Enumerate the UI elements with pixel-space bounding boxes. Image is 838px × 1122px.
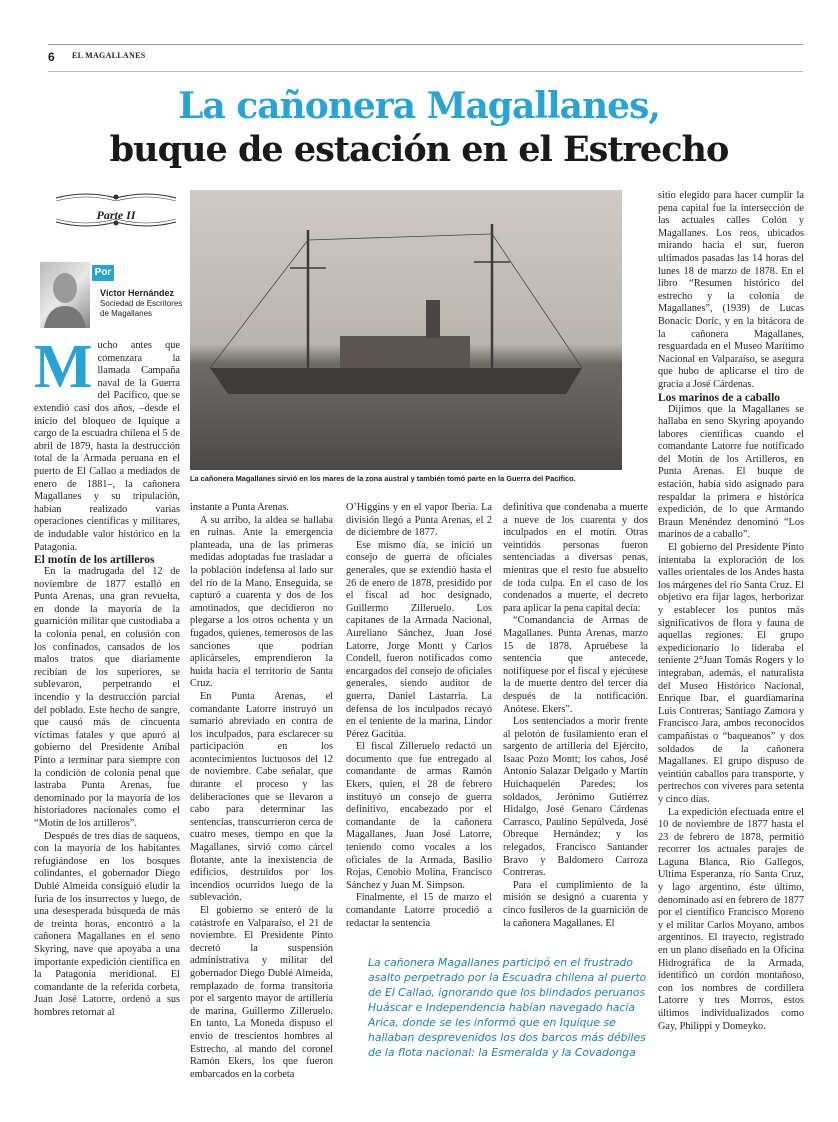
paragraph: Los sentenciados a morir frente al pelotón de fusilamiento eran el sargento de artillería del Ejército, Isaac Pozo Montt; los cabos, José Antonio Salazar Delgado y Martín Huichaquelén Paredes; los soldados, Jerónimo Gutiérrez Hidalgo, José Genaro Cárdenas Carrasco, Paulino Sepúlveda, José Obreque Hernández; y los relegados, Francisco Santander Bravo y Baldomero Carroza Contreras. <box>503 716 648 879</box>
author-by-badge: Por <box>92 265 114 281</box>
paragraph: En la madrugada del 12 de noviembre de 1877 estalló en Punta Arenas, una gran revuelta, en donde la mayoría de la guarnición militar que custodiaba a la colonia penal, en colusión con los confinados, cansados de los malos tratos que diariamente recibían de los superiores, se sublevaron, perpetrando el incendio y la destrucción parcial del poblado. Este hecho de sangre, que causó más de cincuenta víctimas fatales y que apuró al gobierno del Presidente Aníbal Pinto a terminar para siempre con la condición de colonia penal que lastraba Punta Arenas, fue denominado por la mayoría de los historiadores nacionales como el “Motín de los artilleros”. <box>34 566 180 829</box>
paragraph: Después de tres días de saqueos, con la mayoría de los habitantes refugiándose en los bosques colindantes, el gobernador Diego Dublé Almeida consiguió eludir la furia de los insurrectos y luego, de una desesperada búsqueda de más de treinta horas, encontró a la cañonera Magallanes en el seno Skyring, nave que apoyaba a una importante expedición científica en la Patagonia meridional. El comandante de la referida corbeta, Juan José Latorre, ordenó a sus hombres retornar al <box>34 830 180 1018</box>
paragraph: El gobierno se enteró de la catástrofe en Valparaíso, el 21 de noviembre. El Presidente Pinto decretó la suspensión administrativa y militar del gobernador Diego Dublé Almeida, remplazado de forma transitoria por el sargento mayor de artillería de marina, Guillermo Zilleruelo. En tanto, La Moneda dispuso el envío de trescientos hombres al Estrecho, al mando del coronel Ramón Ekers, los que fueron embarcados en la corbeta <box>190 905 333 1080</box>
subhead: Los marinos de a caballo <box>658 391 781 404</box>
page-number: 6 <box>48 50 55 64</box>
headline-line-2: buque de estación en el Estrecho <box>109 129 729 170</box>
article-column-2 <box>190 502 333 1081</box>
page-header <box>48 44 803 72</box>
paragraph: “Comandancia de Armas de Magallanes. Punta Arenas, marzo 15 de 1878. Apruébese la sentencia que antecede, notifíquese por el fiscal y ejecútese la de muerte dentro del tercer día después de la notificación. Anótese. Ekers”. <box>503 615 648 715</box>
series-label: Parte II <box>96 208 136 222</box>
paragraph: A su arribo, la aldea se hallaba en ruinas. Ante la emergencia planteada, una de las primeras medidas adoptadas fue trasladar a la población indefensa al lado sur del río de la Mano. Enseguida, se capturó a cuarenta y dos de los amotinados, que decidieron no plegarse a los otros ochenta y un fugados, quienes, temerosos de las sanciones que podrían aplicárseles, emprendieron la huida hacia el territorio de Santa Cruz. <box>190 514 333 690</box>
author-photo <box>40 262 90 328</box>
pull-quote: La cañonera Magallanes participó en el frustrado asalto perpetrado por la Escuadra chilena al puerto de El Callao, ignorando que los blindados peruanos Huáscar e Independencia habían navegado hacia Arica, donde se les informó que en Iquique se hallaban desprevenidos los dos barcos más débiles de la flota nacional: la Esmeralda y la Covadonga <box>368 956 647 1059</box>
paragraph: El gobierno del Presidente Pinto intentaba la exploración de los valles orientales de los Andes hasta los márgenes del río Santa Cruz. El objetivo era fijar lagos, herborizar y establecer los puntos más significativos de flora y fauna de aquellas regiones. El grupo expedicionario lo lideraba el teniente 2°Juan Tomás Rogers y lo integraban, además, el naturalista del Museo Histórico Nacional, Enrique Ibar, el guardiamarina Luis Contreras; Santiago Zamora y Francisco Jara, ambos reconocidos campañistas o “baqueanos” y dos soldados de la cañonera Magallanes. El grupo dispuso de veintiún caballos para transporte, y pertrechos con víveres para setenta y cinco días. <box>658 542 804 805</box>
photo-caption: La cañonera Magallanes sirvió en los mares de la zona austral y también tomó parte en la Guerra del Pacífico. <box>190 474 576 483</box>
paragraph: Para el cumplimiento de la misión se designó a cuarenta y cinco fusileros de la guarnición de la cañonera Magallanes. El <box>503 879 648 929</box>
article-column-5 <box>658 190 804 1033</box>
paragraph: O’Higgins y en el vapor Iberia. La división llegó a Punta Arenas, el 2 de diciembre de 1877. <box>346 502 492 539</box>
paragraph: definitiva que condenaba a muerte a nueve de los cuarenta y dos inculpados en el motín. Otras veintidós personas fueron sentenciadas a diversas penas, mientras que el resto fue absuelto de toda culpa. En el caso de los condenados a muerte, el decreto para aplicar la pena capital decía: <box>503 502 648 614</box>
paragraph: ucho antes que comenzara la llamada Campaña naval de la Guerra del Pacífico, que se extendió casi dos años, –desde el inicio del bloqueo de Iquique a cargo de la escuadra chilena el 5 de abril de 1879, hasta la destrucción total de la Armada peruana en el puerto de El Callao a mediados de enero de 1881–, la cañonera Magallanes y su tripulación, habían realizado varias operaciones científicas y militares, de indudable valor histórico en la Patagonia. <box>34 340 180 553</box>
paragraph: sitio elegido para hacer cumplir la pena capital fue la intersección de las actuales calles Colón y Magallanes. Los reos, ubicados mirando hacia el sur, fueron ultimados pasadas las 14 horas del lunes 18 de marzo de 1878. En el libro “Resumen histórico del estrecho y la colonia de Magallanes”, (1939) de Lucas Bonacic Doric, y en la bitácora de la cañonera Magallanes, resguardada en el Museo Marítimo Nacional en Valparaíso, se asegura que hubo de aplicarse el tiro de gracia a José Cárdenas. <box>658 190 804 390</box>
paragraph: Ese mismo día, se inició un consejo de guerra de oficiales generales, que se extendió hasta el 26 de enero de 1878, presidido por el fiscal ad hoc designado, Guillermo Zilleruelo. Los capitanes de la Armada Nacional, Aureliano Sánchez, Juan José Latorre, Jorge Montt y Carlos Condell, fueron notificados como encargados del consejo de oficiales generales, siendo auditor de guerra, Daniel Lastarria. La defensa de los inculpados recayó en el teniente de la marina, Lindor Pérez Gacitúa. <box>346 539 492 740</box>
paragraph: Finalmente, el 15 de marzo el comandante Latorre procedió a redactar la sentencia <box>346 892 492 929</box>
paragraph: Dijimos que la Magallanes se hallaba en seno Skyring apoyando labores científicas cuando el comandante Latorre fue notificado del Motín de los Artilleros, en Punta Arenas. El buque de estación, había sido asignado para respaldar la primera e histórica expedición, de lo que Armando Braun Menéndez denominó “Los marinos de a caballo”. <box>658 403 804 541</box>
article-column-4 <box>503 502 648 930</box>
headline-line-1: La cañonera Magallanes, <box>178 85 660 127</box>
paragraph: La expedición efectuada entre el 10 de noviembre de 1877 hasta el 23 de febrero de 1878, permitió recorrer los actuales parajes de Laguna Blanca, Río Gallegos, Ultima Esperanza, río Santa Cruz, y lago argentino, éste último, denominado así en febrero de 1877 por el científico Francisco Moreno y el militar Carlos Moyano, ambos argentinos. El trayecto, registrado en un plano diseñado en la Oficina Hidrográfica de la Armada, identificó un cordón montañoso, con los nombres de cordillera Latorre y tres Morros, estos últimos individualizados como Gay, Philippi y Domeyko. <box>658 806 804 1032</box>
paragraph: instante a Punta Arenas. <box>190 502 289 513</box>
paragraph: En Punta Arenas, el comandante Latorre instruyó un sumario abreviado en contra de los inculpados, para esclarecer su participación en los acontecimientos luctuosos del 12 de noviembre. Cabe señalar, que durante el proceso y las deliberaciones que se llevaron a cabo para determinar las sentencias, transcurrieron cerca de cuatro meses, tiempo en que la Magallanes, sirvió como cárcel flotante, ante la inexistencia de edificios, destruidos por los incendios ocurridos luego de la sublevación. <box>190 690 333 904</box>
paragraph: El fiscal Zilleruelo redactó un documento que fue entregado al comandante de armas Ramón Ekers, quien, el 28 de febrero instituyó un consejo de guerra definitivo, encabezado por el comandante de la cañonera Magallanes, Juan José Latorre, teniendo como vocales a los oficiales de la Armada, Basilio Rojas, Cenobio Molina, Francisco Sánchez y Juan M. Simpson. <box>346 741 492 891</box>
subhead: El motín de los artilleros <box>34 554 155 567</box>
publication-name: EL MAGALLANES <box>72 51 146 60</box>
author-affiliation: Sociedad de Escritores de Magallanes <box>100 299 183 318</box>
drop-cap: M <box>34 333 93 401</box>
article-column-1 <box>34 333 180 1019</box>
author-name: Víctor Hernández <box>100 288 175 298</box>
article-column-3 <box>346 502 492 930</box>
ship-photo <box>190 190 622 470</box>
